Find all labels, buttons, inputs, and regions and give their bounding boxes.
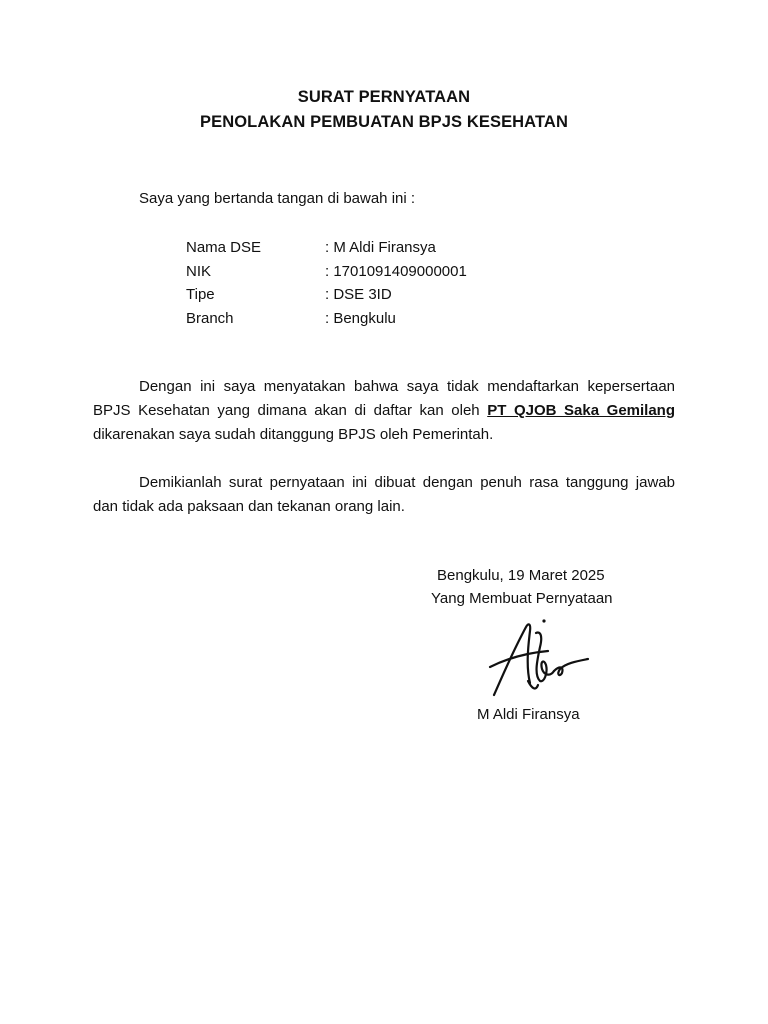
statement-text-end: dikarenakan saya sudah ditanggung BPJS oleh Pemerintah. [93,426,494,443]
place-date: Bengkulu, 19 Maret 2025 [437,567,605,584]
company-name: PT QJOB Saka Gemilang [487,402,675,419]
intro-text: Saya yang bertanda tangan di bawah ini : [139,190,416,207]
signature-image [486,617,592,701]
document-subtitle: PENOLAKAN PEMBUATAN BPJS KESEHATAN [200,113,568,131]
document-title: SURAT PERNYATAAN [297,88,471,106]
statement-paragraph [93,375,675,447]
closing-paragraph [93,471,675,519]
field-value: : 1701091409000001 [325,262,467,280]
field-value: : DSE 3ID [325,286,392,303]
field-label: Branch [186,309,234,327]
maker-label: Yang Membuat Pernyataan [431,590,613,607]
statement-text-start: Dengan ini saya menyatakan bahwa saya tidak mendaftarkan kepersertaan BPJS Kesehatan yang dimana akan di daftar kan oleh [93,378,675,419]
field-row-branch [186,307,467,331]
field-label: NIK [186,262,212,280]
field-label: Nama DSE [186,239,262,256]
field-value: : M Aldi Firansya [325,239,436,256]
field-row-nik [186,260,467,284]
field-row-type [186,283,467,307]
identity-fields [186,236,467,330]
closing-text: Demikianlah surat pernyataan ini dibuat dengan penuh rasa tanggung jawab dan tidak ada paksaan dan tekanan orang lain. [93,474,675,515]
field-value: : Bengkulu [325,309,396,327]
field-row-name [186,236,467,260]
field-label: Tipe [186,286,215,303]
signer-name: M Aldi Firansya [477,706,580,723]
